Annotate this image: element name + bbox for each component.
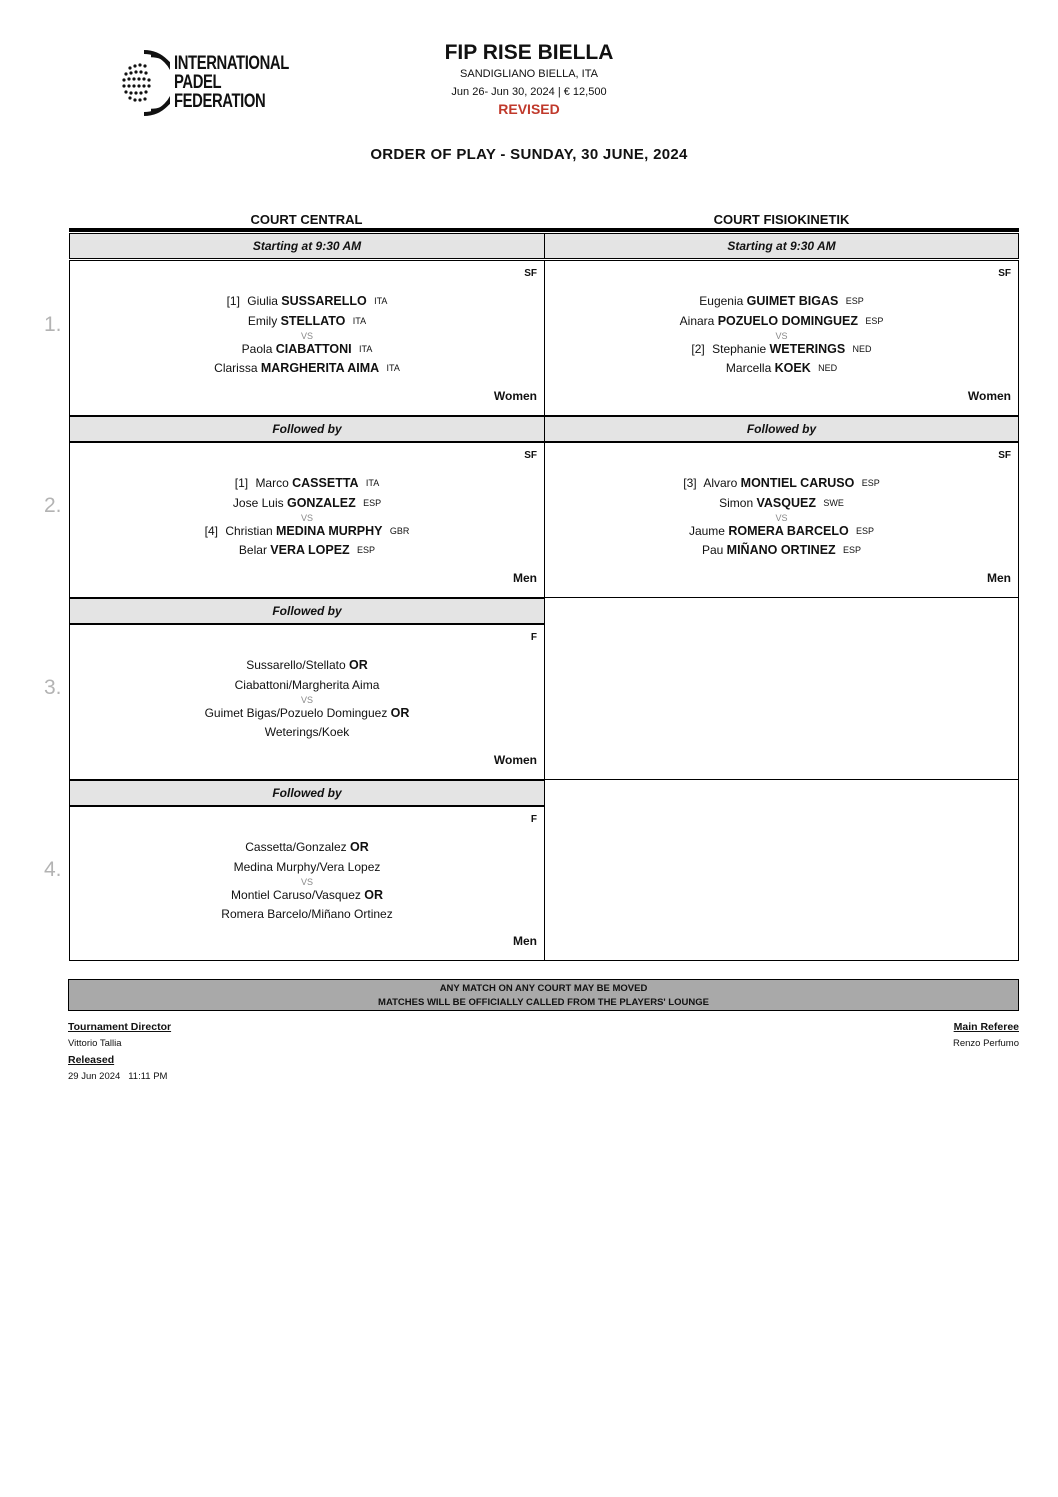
match-category: Men: [513, 571, 537, 585]
match-card: [69, 624, 545, 780]
player-nationality: ESP: [845, 296, 864, 306]
player-nationality: ITA: [386, 363, 400, 373]
team-line: [70, 888, 544, 902]
team-name: Weterings/Koek: [264, 725, 350, 739]
player-line: [545, 342, 1018, 356]
row-number: 1.: [44, 313, 62, 336]
row-number: 3.: [44, 676, 62, 699]
player-seed: [2]: [691, 342, 705, 356]
match-card: [69, 442, 545, 598]
team-line: [70, 860, 544, 874]
player-line: [70, 314, 544, 328]
player-nationality: ITA: [358, 344, 373, 354]
team-name: Cassetta/Gonzalez: [245, 840, 347, 854]
player-last-name: VERA LOPEZ: [270, 543, 350, 557]
player-first-name: Belar: [238, 543, 267, 557]
player-last-name: MEDINA MURPHY: [276, 524, 383, 538]
player-nationality: ESP: [843, 545, 862, 555]
match-round: SF: [998, 268, 1011, 279]
vs-label: VS: [300, 695, 313, 705]
match-card: [69, 806, 545, 961]
player-last-name: MARGHERITA AIMA: [260, 361, 380, 375]
player-line: [70, 496, 544, 510]
team-name: Montiel Caruso/Vasquez: [231, 888, 361, 902]
player-nationality: ESP: [861, 478, 880, 488]
team-line: [70, 706, 544, 720]
team-name: Guimet Bigas/Pozuelo Dominguez: [204, 706, 388, 720]
empty-slot: [544, 779, 1019, 961]
player-last-name: GONZALEZ: [286, 496, 356, 510]
player-nationality: SWE: [823, 498, 844, 508]
director-name: Vittorio Tallia: [68, 1038, 122, 1049]
player-nationality: ITA: [365, 478, 380, 488]
player-line: [70, 543, 544, 557]
player-line: [545, 361, 1018, 375]
court-central-title: COURT CENTRAL: [250, 212, 363, 227]
player-nationality: NED: [818, 363, 838, 373]
match-round: F: [530, 814, 537, 825]
player-first-name: Marco: [255, 476, 289, 490]
player-first-name: Simon: [719, 496, 754, 510]
director-label: Tournament Director: [68, 1021, 172, 1033]
match-category: Women: [493, 389, 537, 403]
player-nationality: ITA: [352, 316, 367, 326]
team-name: Ciabattoni/Margherita Aima: [234, 678, 380, 692]
team-line: [70, 840, 544, 854]
or-label: OR: [348, 658, 368, 672]
player-line: [545, 314, 1018, 328]
player-nationality: ESP: [357, 545, 376, 555]
team-name: Romera Barcelo/Miñano Ortinez: [221, 907, 393, 921]
player-nationality: ESP: [865, 316, 884, 326]
player-first-name: Giulia: [247, 294, 278, 308]
player-line: [70, 476, 544, 490]
player-first-name: Emily: [247, 314, 278, 328]
player-line: [70, 361, 544, 375]
match-round: F: [530, 632, 537, 643]
referee-label: Main Referee: [953, 1021, 1019, 1033]
player-line: [545, 476, 1018, 490]
followed-by-bar: Followed by: [544, 416, 1019, 442]
player-last-name: GUIMET BIGAS: [746, 294, 839, 308]
team-line: [70, 678, 544, 692]
player-last-name: POZUELO DOMINGUEZ: [717, 314, 858, 328]
released-label: Released: [68, 1054, 115, 1066]
player-first-name: Christian: [225, 524, 273, 538]
player-last-name: MIÑANO ORTINEZ: [726, 543, 836, 557]
match-card: [69, 260, 545, 416]
player-line: [70, 342, 544, 356]
player-line: [545, 543, 1018, 557]
logo-text-line-1: INTERNATIONAL: [174, 53, 289, 74]
or-label: OR: [390, 706, 410, 720]
team-line: [70, 725, 544, 739]
vs-label: VS: [775, 331, 788, 341]
notice-line-2: MATCHES WILL BE OFFICIALLY CALLED FROM THE PLAYERS' LOUNGE: [378, 997, 709, 1008]
followed-by-bar: Followed by: [69, 780, 545, 806]
match-category: Women: [967, 389, 1011, 403]
team-name: Medina Murphy/Vera Lopez: [233, 860, 381, 874]
player-last-name: MONTIEL CARUSO: [740, 476, 855, 490]
logo-text-line-2: PADEL: [174, 72, 222, 93]
match-card: [544, 442, 1019, 598]
player-last-name: CIABATTONI: [275, 342, 352, 356]
player-seed: [3]: [683, 476, 697, 490]
player-seed: [4]: [204, 524, 218, 538]
court-fisiokinetik-title: COURT FISIOKINETIK: [713, 212, 850, 227]
revised-label: REVISED: [498, 101, 560, 117]
player-nationality: GBR: [389, 526, 410, 536]
vs-label: VS: [775, 513, 788, 523]
player-nationality: ESP: [363, 498, 382, 508]
player-last-name: CASSETTA: [292, 476, 359, 490]
player-first-name: Clarissa: [214, 361, 258, 375]
team-name: Sussarello/Stellato: [246, 658, 346, 672]
followed-by-bar: Followed by: [69, 598, 545, 624]
released-timestamp: 29 Jun 2024 11:11 PM: [68, 1071, 168, 1082]
row-number: 2.: [44, 494, 62, 517]
match-round: SF: [524, 268, 537, 279]
footer-notice: [68, 979, 1019, 1011]
player-first-name: Eugenia: [699, 294, 744, 308]
player-nationality: NED: [852, 344, 872, 354]
order-of-play-heading: ORDER OF PLAY - SUNDAY, 30 JUNE, 2024: [370, 146, 688, 163]
player-line: [70, 294, 544, 308]
match-card: [544, 260, 1019, 416]
or-label: OR: [349, 840, 369, 854]
team-line: [70, 658, 544, 672]
vs-label: VS: [300, 877, 313, 887]
player-last-name: STELLATO: [280, 314, 346, 328]
referee-name: Renzo Perfumo: [952, 1038, 1019, 1049]
player-first-name: Jaume: [688, 524, 725, 538]
start-time-bar: Starting at 9:30 AM: [69, 233, 545, 259]
player-first-name: Paola: [241, 342, 273, 356]
player-last-name: VASQUEZ: [756, 496, 816, 510]
player-first-name: Jose Luis: [232, 496, 284, 510]
player-first-name: Pau: [701, 543, 724, 557]
player-seed: [1]: [226, 294, 240, 308]
followed-by-bar: Followed by: [69, 416, 545, 442]
vs-label: VS: [300, 513, 313, 523]
player-last-name: SUSSARELLO: [281, 294, 367, 308]
match-round: SF: [998, 450, 1011, 461]
player-line: [545, 294, 1018, 308]
vs-label: VS: [300, 331, 313, 341]
logo-text-line-3: FEDERATION: [174, 91, 266, 112]
player-nationality: ESP: [856, 526, 875, 536]
player-nationality: ITA: [374, 296, 388, 306]
match-category: Men: [987, 571, 1011, 585]
player-first-name: Stephanie: [712, 342, 767, 356]
schedule-top-rule: [69, 228, 1019, 232]
tournament-location: SANDIGLIANO BIELLA, ITA: [460, 68, 598, 80]
player-last-name: KOEK: [774, 361, 811, 375]
match-category: Women: [493, 753, 537, 767]
player-line: [70, 524, 544, 538]
or-label: OR: [364, 888, 383, 902]
empty-slot: [544, 597, 1019, 780]
match-round: SF: [524, 450, 537, 461]
player-first-name: Alvaro: [703, 476, 738, 490]
team-line: [70, 907, 544, 921]
player-last-name: WETERINGS: [769, 342, 846, 356]
row-number: 4.: [44, 858, 62, 881]
player-first-name: Ainara: [679, 314, 715, 328]
tournament-dates-prize: Jun 26- Jun 30, 2024 | € 12,500: [451, 86, 607, 98]
player-line: [545, 496, 1018, 510]
start-time-bar: Starting at 9:30 AM: [544, 233, 1019, 259]
player-first-name: Marcella: [725, 361, 772, 375]
notice-line-1: ANY MATCH ON ANY COURT MAY BE MOVED: [439, 983, 648, 994]
tournament-title: FIP RISE BIELLA: [444, 41, 614, 64]
match-category: Men: [513, 934, 537, 948]
player-last-name: ROMERA BARCELO: [728, 524, 849, 538]
player-seed: [1]: [234, 476, 249, 490]
player-line: [545, 524, 1018, 538]
